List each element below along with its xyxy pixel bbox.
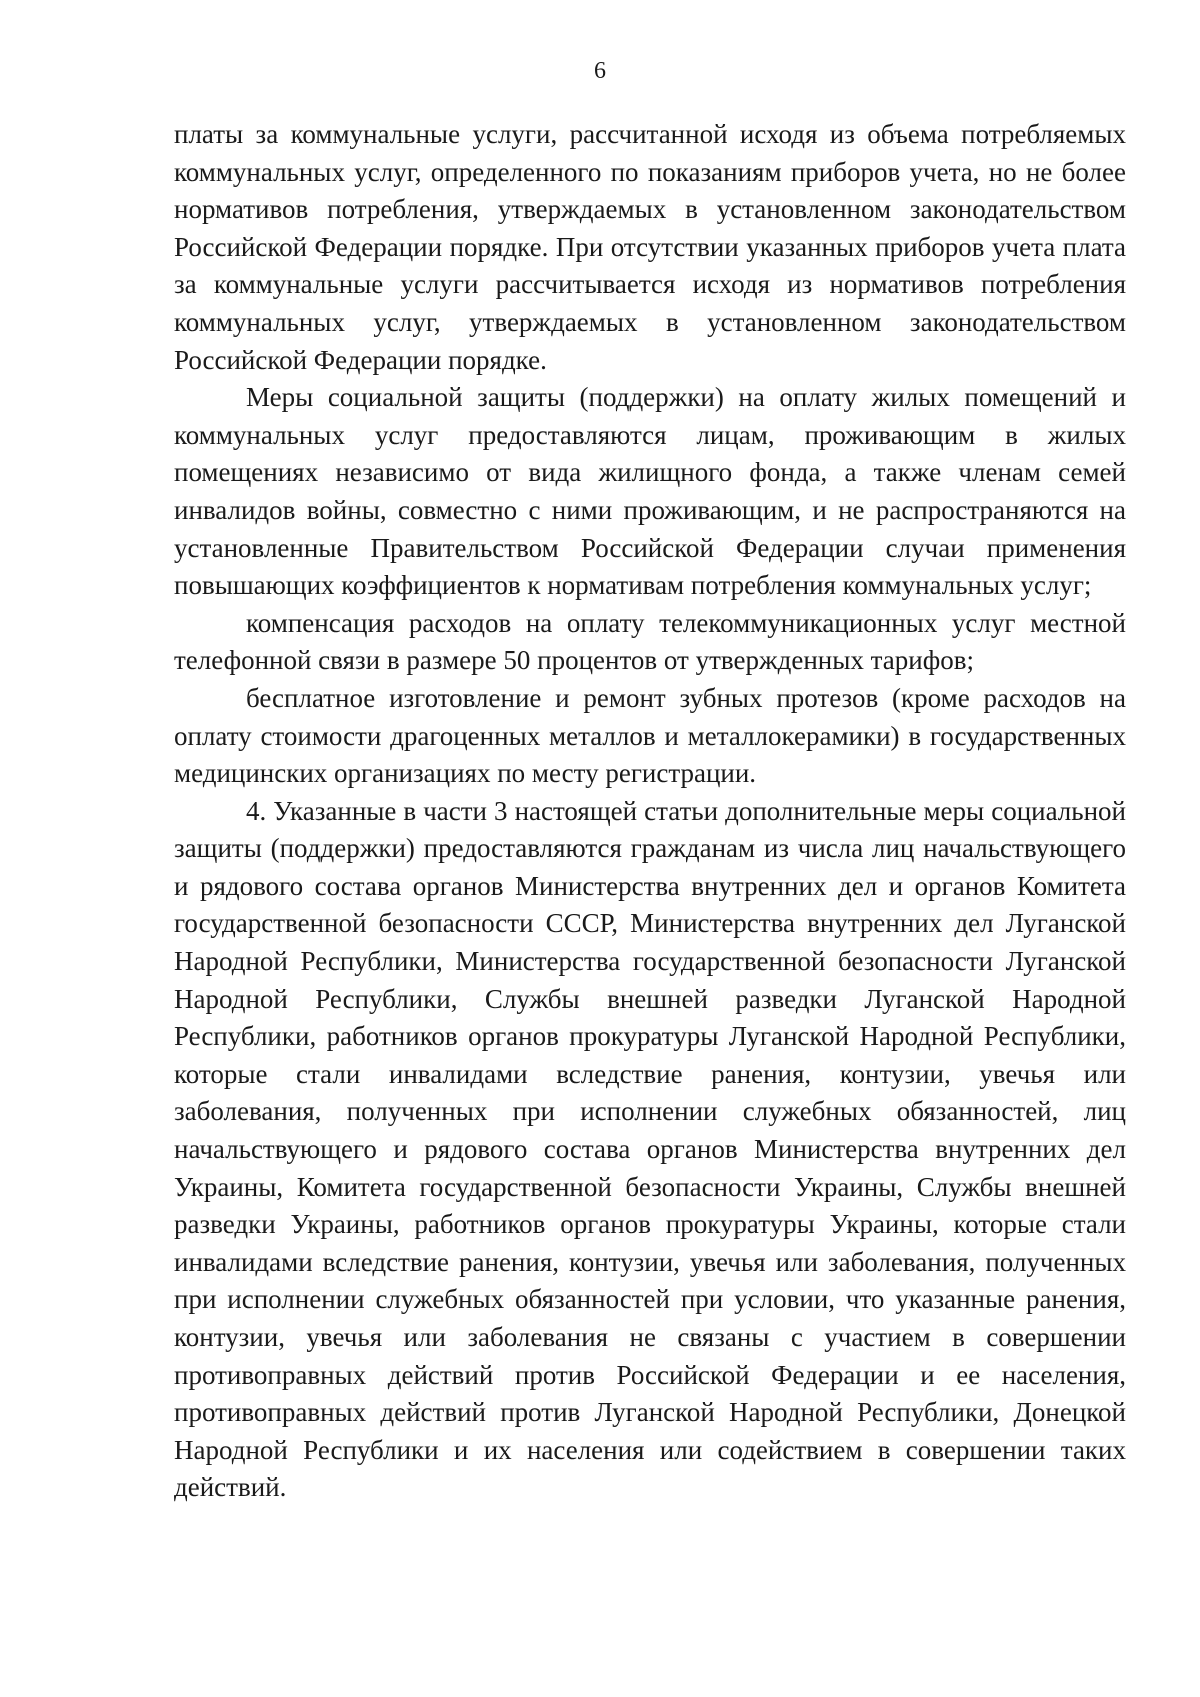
paragraph-telephone-compensation: компенсация расходов на оплату телекоммуникационных услуг местной телефонной связи в размере 50 процентов от утвержденных тарифов; [174, 607, 1126, 676]
paragraph-utilities-payment-continuation: платы за коммунальные услуги, рассчитанной исходя из объема потребляемых коммунальных услуг, определенного по показаниям приборов учета, но не более нормативов потребления, утверждаемых в установленном законодательством Российской Федерации порядке. При отсутствии указанных приборов учета плата за коммунальные услуги рассчитывается исходя из нормативов потребления коммунальных услуг, утверждаемых в установленном законодательством Российской Федерации порядке. [174, 119, 1126, 375]
paragraph-housing-support-measures: Меры социальной защиты (поддержки) на оплату жилых помещений и коммунальных услуг предоставляются лицам, проживающим в жилых помещениях независимо от вида жилищного фонда, а также членам семей инвалидов войны, совместно с ними проживающим, и не распространяются на установленные Правительством Российской Федерации случаи применения повышающих коэффициентов к нормативам потребления коммунальных услуг; [174, 382, 1126, 601]
paragraph-dental-prosthetics: бесплатное изготовление и ремонт зубных протезов (кроме расходов на оплату стоимости драгоценных металлов и металлокерамики) в государственных медицинских организациях по месту регистрации. [174, 682, 1126, 789]
document-body [174, 116, 1126, 1507]
paragraph-clause-4: 4. Указанные в части 3 настоящей статьи дополнительные меры социальной защиты (поддержки) предоставляются гражданам из числа лиц начальствующего и рядового состава органов Министерства внутренних дел и органов Комитета государственной безопасности СССР, Министерства внутренних дел Луганской Народной Республики, Министерства государственной безопасности Луганской Народной Республики, Службы внешней разведки Луганской Народной Республики, работников органов прокуратуры Луганской Народной Республики, которые стали инвалидами вследствие ранения, контузии, увечья или заболевания, полученных при исполнении служебных обязанностей, лиц начальствующего и рядового состава органов Министерства внутренних дел Украины, Комитета государственной безопасности Украины, Службы внешней разведки Украины, работников органов прокуратуры Украины, которые стали инвалидами вследствие ранения, контузии, увечья или заболевания, полученных при исполнении служебных обязанностей при условии, что указанные ранения, контузии, увечья или заболевания не связаны с участием в совершении противоправных действий против Российской Федерации и ее населения, противоправных действий против Луганской Народной Республики, Донецкой Народной Республики и их населения или содействием в совершении таких действий. [174, 795, 1126, 1503]
page-number: 6 [594, 58, 606, 84]
